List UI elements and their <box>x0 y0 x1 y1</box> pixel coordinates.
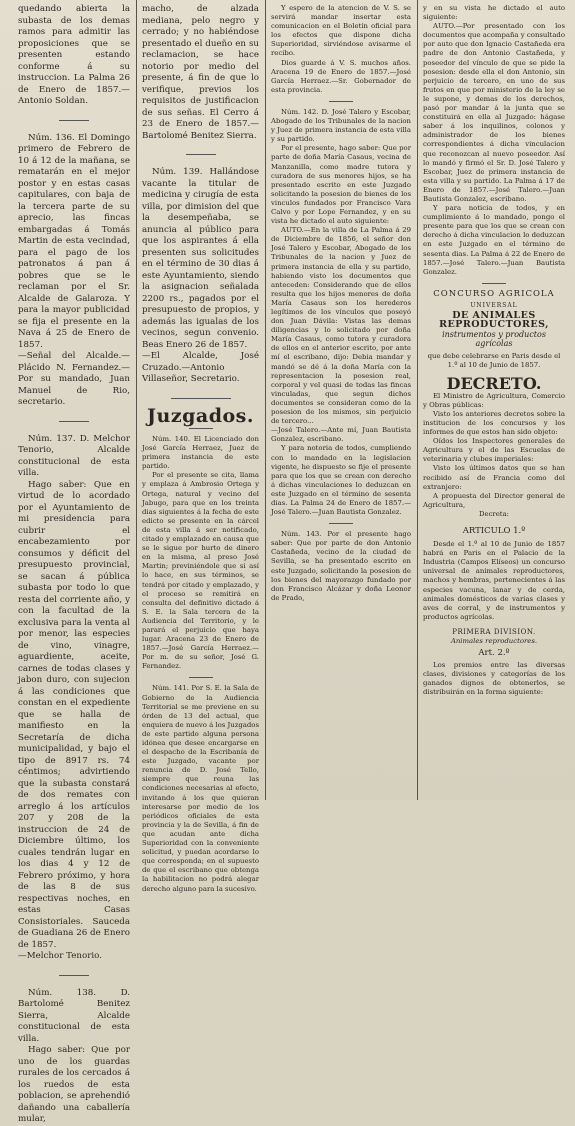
auto-text: AUTO.—En la villa de La Palma á 29 de Diciembre de 1856, el señor don José Talero y Escobar, Abogado de los Tribunales de la nacion y Juez de primera instancia de ella y su partido, habiendo visto los documentos que anteceden: Considerando que de ellos resulta que los hijos menores de doña María Casaus son los herederos legítimos de los vínculos que poseyó don Juan Dávila: Vistas las demas diligencias y lo solicitado por doña María Casaus, como tutora y curadora de ellos en el anterior escrito, por ante mí el escribano, dijo: Debia mandar y mandó se dé á la doña María con la representacion la posesion real, corporal y vel quasi de todas las fincas vinculadas, que segun dichos documentos se consideran como de la posesion de los mismos, sin perjuicio de tercero... <box>271 226 411 426</box>
paragraph: Dios guarde á V. S. muchos años. Aracena 19 de Enero de 1857.—José García Herraez.—Sr. Gobernador de esta provincia. <box>271 58 411 94</box>
column-rule <box>265 0 266 800</box>
column-rule <box>136 0 137 800</box>
auto-text: AUTO.—Por presentado con los documentos que acompaña y consultado por auto que don Ignacio Castañeda era padre de don Antonio Castañeda, y poseedor del vínculo de que se pide la posesion: desde ella el don Antonio, sin perjuicio de tercero, en uno de sus frutos en que por ministerio de la ley se le supone, y demas de los derechos, pasó por mandar á la junta que se constituirá en ella al Juzgado: hágase saber á los inquilinos, colonos y administrador de los bienes correspondientes á dicha vinculacion que reconozcan al nuevo poseedor. Así lo mandó y firmó el Sr. D. José Talero y Escobar, Juez de primera instancia de esta villa y su partido. La Palma á 17 de Enero de 1857.—José Talero.—Juan Bautista Gonzalez, escribano. <box>423 22 565 203</box>
paragraph: macho, de alzada mediana, pelo negro y cerrado; y no habiéndose presentado el dueño en su reclamacion, se hace notorio por medio del presente, á fin de que lo verifique, previos los requisitos de justificacion de sus señas. El Cerro á 23 de Enero de 1857.—Bartolomé Benitez Sierra. <box>142 4 259 141</box>
paragraph: A propuesta del Director general de Agricultura, <box>423 491 565 509</box>
paragraph: Visto los últimos datos que se han recibido así de Francia como del extranjero: <box>423 464 565 491</box>
separator <box>189 428 213 429</box>
signature: —El Alcalde, José Cruzado.—Antonio Villaseñor, Secretario. <box>142 351 259 384</box>
division-subheading: Animales reproductores. <box>450 637 538 645</box>
separator <box>59 975 89 976</box>
paragraph: Y para noticia de todos, y en cumplimiento á lo mandado, pongo el presente para que los que se crean con derecho á dicha vinculacion lo deduzcan en este Juzgado en el término de sesenta dias. La Palma á 22 de Enero de 1857.—José Talero.—Juan Bautista Gonzalez. <box>423 204 565 276</box>
column-1 <box>14 4 134 1124</box>
notice-139: Núm. 139. Hallándose vacante la titular de medicina y cirugía de esta villa, por dimision del que la desempeñaba, se anuncia al público para que los aspirantes á ella presenten sus solicitudes en el término de 30 dias á este Ayuntamiento, siendo la asignacion señalada 2200 rs., pagados por el presupuesto de propios, y además las igualas de los vecinos, segun convenio. Beas Enero 26 de 1857. <box>142 167 259 350</box>
paragraph: Y espero de la atencion de V. S. se servirá mandar insertar esta comunicacion en el Boletín oficial para los efectos que dispone dicha Superioridad, sirviéndose avisarme el recibo. <box>271 4 411 58</box>
separator <box>171 398 231 399</box>
column-rule <box>417 0 418 800</box>
notice-142-heading: Núm. 142. D. José Talero y Escobar, Abogado de los Tribunales de la nacion y Juez de primera instancia de esta villa y su partido. <box>271 107 411 144</box>
concurso-dates: que debe celebrarse en Paris desde el 1.º al 10 de Junio de 1857. <box>427 352 561 370</box>
signature: —Melchor Tenorio. <box>18 951 102 961</box>
notice-136: Núm. 136. El Domingo primero de Febrero de 10 á 12 de la mañana, se rematarán en el mejor postor y en estas casas capitulares, con baja de la tercera parte de su aprecio, las fincas embargadas á Tomás Martin de esta vecindad, para el pago de los patronatos á pan á pobres que se le reclaman por el Sr. Alcalde de Galaroza. Y para la mayor publicidad se fija el presente en la Nava á 25 de Enero de 1857. <box>18 132 130 350</box>
paragraph: y en su vista he dictado el auto siguiente: <box>423 4 565 22</box>
paragraph: Visto los anteriores decretos sobre la institucion de los concursos y los informes de que estos han sido objeto: <box>423 409 565 437</box>
concurso-title: DE ANIMALES REPRODUCTORES, <box>439 310 549 331</box>
signature: —José Talero.—Ante mí, Juan Bautista Gonzalez, escribano. <box>271 426 411 444</box>
column-4 <box>419 4 569 800</box>
notice-142: Por el presente, hago saber: Que por parte de doña María Casaus, vecina de Manzanilla, como madre tutora y curadora de sus menores hijos, se ha presentado escrito en este Juzgado solicitando la posesion de bienes de los vinculos fundados por Francisco Vara Calvo y por Lope Fernandez, y en su vista he dictado el auto siguiente: <box>271 144 411 226</box>
separator <box>59 421 89 422</box>
separator <box>329 101 353 102</box>
separator <box>482 283 506 284</box>
notice-137: Hago saber: Que en virtud de lo acordado por el Ayuntamiento de mi presidencia para cubrir el encabezamiento por consumos y déficit del presupuesto provincial, se sacan á pública subasta por todo lo que resta del corriente año, y con la facultad de la exclusiva para la venta al por menor, las especies de vino, vinagre, aguardiente, aceite, carnes de todas clases y jabon duro, con sujecion á las condiciones que constan en el expediente que se halla de manifiesto en la Secretaría de dicha municipalidad, y bajo el tipo de 8917 rs. 74 céntimos; advirtiendo que la subasta constará de dos remates con arreglo á los artículos 207 y 208 de la instruccion de 24 de Diciembre último, los cuales tendrán lugar en los dias 4 y 12 de Febrero próximo, y hora de las 8 de sus respectivas noches, en estas Casas Consistoriales. Sauceda de Guadiana 26 de Enero de 1857. <box>18 479 130 950</box>
notice-137-heading: Núm. 137. D. Melchor Tenorio, Alcalde constitucional de esta villa. <box>18 433 130 478</box>
paragraph: Oídos los Inspectores generales de Agricultura y el de las Escuelas de veterinaria y clubes imperiales: <box>423 437 565 464</box>
article-1-text: Desde el 1.º al 10 de Junio de 1857 habrá en Paris en el Palacio de la Industria (Campos Elíseos) un concurso universal de animales reproductores, machos y hembras, pertenecientes á las especies vacuna, lanar y de cerda, animales domésticos de varias clases y aves de corral, y de instrumentos y productos agrícolas. <box>423 540 565 621</box>
separator <box>189 677 213 678</box>
notice-140-heading: Núm. 140. El Licenciado don José García Herraez, Juez de primera instancia de este partido. <box>142 435 259 471</box>
article-2-heading: Art. 2.º <box>478 648 510 659</box>
notice-141: Núm. 141. Por S. E. la Sala de Gobierno de la Audiencia Territorial se me previene en su órden de 13 del actual, que enquiera de nuevo á los Juzgados de este partido alguna persona idónea que desee encargarse en el despacho de la Escribanía de este Juzgado, vacante por renuncia de D. José Tello, siempre que reuna las condiciones necesarias al efecto, invitando á los que quieran interesarse por medio de los periódicos oficiales de esta provincia y la de Sevilla, á fin de que acudan ante dicha Superioridad con la conveniente solicitud, y puedan acordarse lo que corresponda; en el supuesto de que el escribano que obtenga la habilitacion no podrá alegar derecho alguno para la sucesivo. <box>142 684 259 893</box>
notice-140: Por el presente se cita, llama y emplaza á Ambrosio Ortega y Ortega, natural y vecino del Jabugo, para que en los treinta dias siguientes á la fecha de este edicto se presente en la cárcel de esta villa á ser notificado, citado y emplazado en causa que se le sigue por hurto de dinero en la misma, al preso José Martin; previniéndole que si así lo hace, en sus términos, se tendrá por citado y emplazado, y el proceso se remitirá en consulta del definitivo dictado á S. E. la Sala tercera de la Audiencia del Territorio, y le parará el perjuicio que haya lugar. Aracena 23 de Enero de 1857.—José García Herraez.—Por m. de su señor, José G. Fernandez. <box>142 471 259 671</box>
juzgados-block <box>142 435 259 894</box>
concurso-heading: CONCURSO AGRICOLA <box>433 288 555 299</box>
paragraph: El Ministro de Agricultura, Comercio y Obras públicas: <box>423 391 565 409</box>
column-2 <box>138 4 263 893</box>
notice-138-heading: Núm. 138. D. Bartolomé Benitez Sierra, Alcalde constitucional de esta villa. <box>18 987 130 1044</box>
article-1-heading: ARTICULO 1.º <box>462 525 526 536</box>
division-heading: PRIMERA DIVISION. <box>452 627 536 636</box>
article-2-text: Los premios entre las diversas clases, divisiones y categorías de los ganados dignos de obtenerlos, se distribuirán en la forma siguiente: <box>423 661 565 697</box>
paragraph: Decreta: <box>478 509 510 518</box>
signature: —Señal del Alcalde.—Plácido N. Fernandez.—Por su mandado, Juan Manuel de Rio, secretario. <box>18 351 130 407</box>
paragraph: quedando abierta la subasta de los demas ramos para admitir las proposiciones que se presenten estando conforme á su instruccion. La Palma 26 de Enero de 1857.—Antonio Soldan. <box>18 4 130 106</box>
separator <box>329 523 353 524</box>
notice-143: Núm. 143. Por el presente hago saber: Que por parte de don Antonio Castañeda, vecino de la ciudad de Sevilla, se ha presentado escrito en este Juzgado, solicitando la posesion de los bienes del mayorazgo fundado por don Francisco Alcázar y doña Leonor de Prado, <box>271 530 411 602</box>
separator <box>186 154 216 155</box>
column-3 <box>267 4 415 800</box>
separator <box>59 120 89 121</box>
concurso-subtitle: instrumentos y productos agrícolas <box>442 330 546 349</box>
concurso-subheading: UNIVERSAL <box>470 301 518 309</box>
paragraph: Y para notoria de todos, cumpliendo con lo mandado en la legislacion vigente, he dispuesto se fije el presente para que los que se crean con derecho á dichas vinculaciones lo deduzcan en este Juzgado en el término de sesenta dias. La Palma 24 de Enero de 1857.—José Talero.—Juan Bautista Gonzalez. <box>271 444 411 517</box>
notice-138: Hago saber: Que por uno de los guardas rurales de los cercados á los ruedos de esta poblacion, se aprehendió dañando una caballería mular, <box>18 1045 130 1124</box>
section-title-juzgados: Juzgados. <box>147 404 254 427</box>
decreto-title: DECRETO. <box>446 373 542 393</box>
